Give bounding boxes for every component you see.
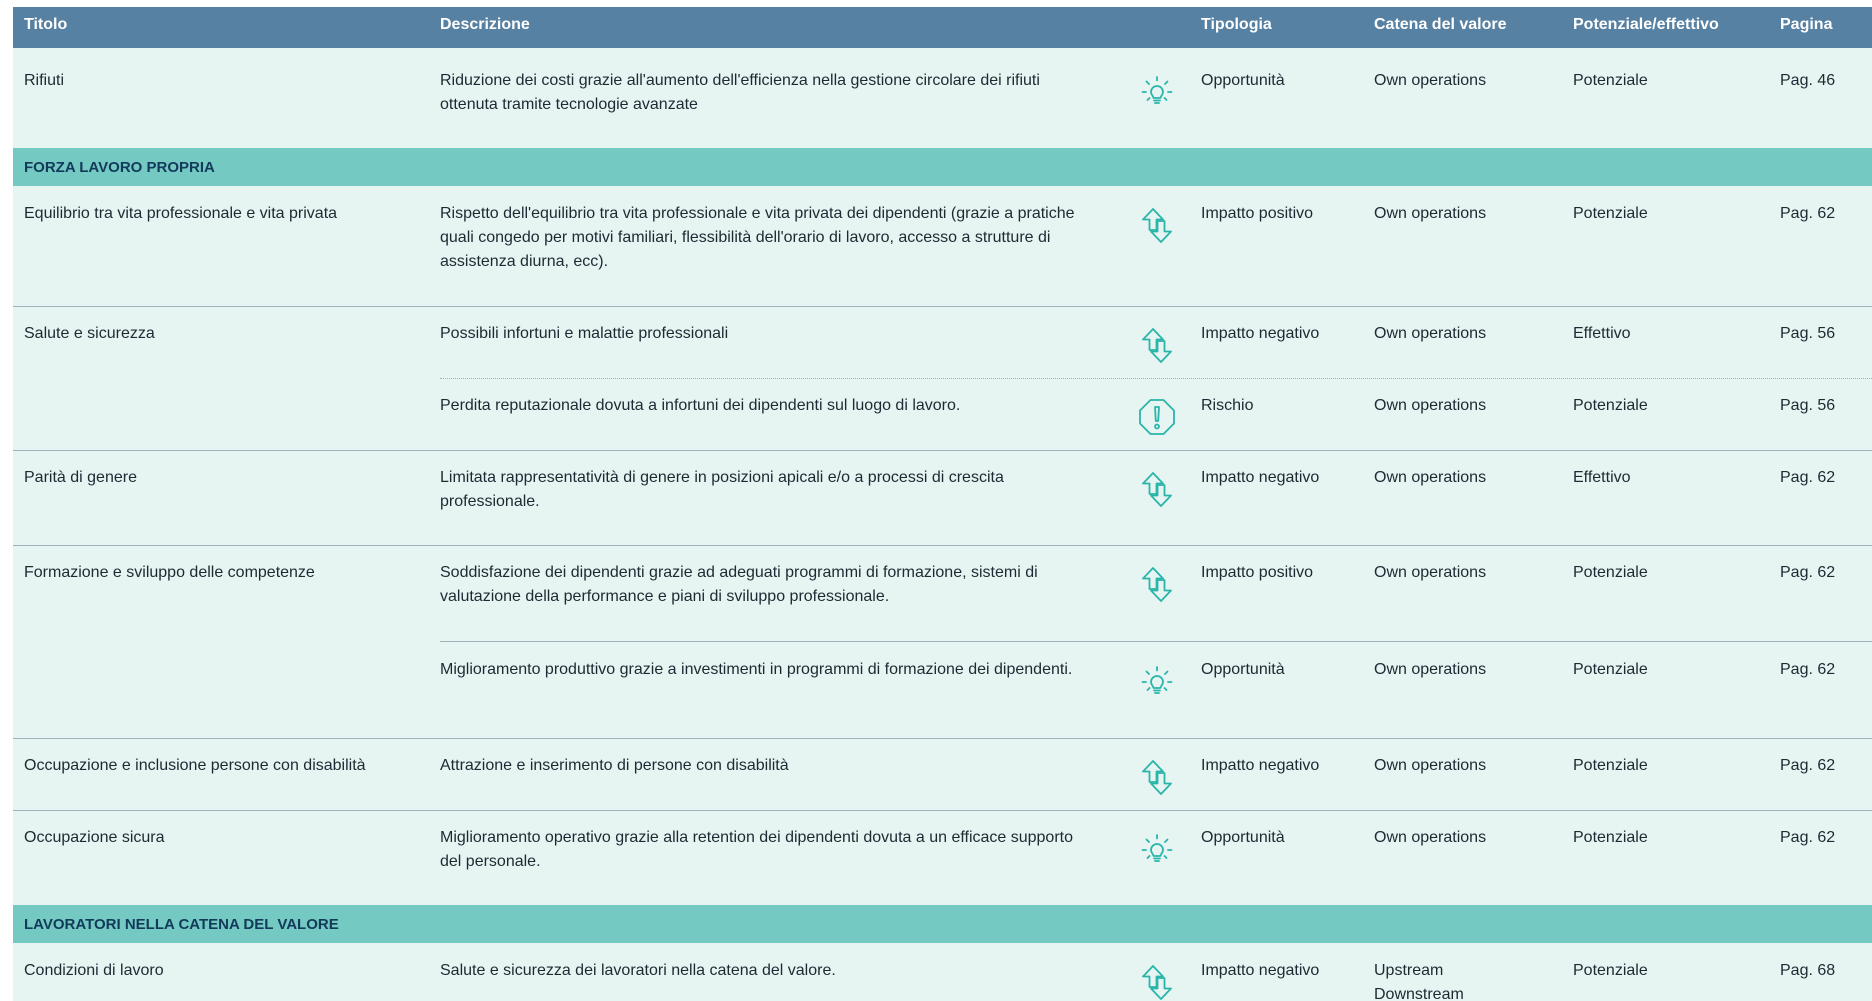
section-title: LAVORATORI NELLA CATENA DEL VALORE — [24, 916, 339, 933]
up-down-arrows-icon — [1137, 325, 1177, 365]
row-type: Impatto negativo — [1201, 325, 1320, 342]
row-value-chain: Own operations — [1374, 397, 1487, 414]
row-value-chain: Own operations — [1374, 829, 1487, 846]
row-type: Impatto negativo — [1201, 469, 1320, 486]
up-down-arrows-icon — [1137, 205, 1177, 245]
row-description: Soddisfazione dei dipendenti grazie ad adeguati programmi di formazione, sistemi di valutazione della performance e piani di sviluppo professionale. — [440, 564, 1038, 605]
header-tipologia: Tipologia — [1201, 16, 1272, 33]
row-value-chain-2: Downstream — [1374, 986, 1464, 1001]
row-status: Potenziale — [1573, 757, 1648, 774]
row-title: Equilibrio tra vita professionale e vita privata — [24, 205, 338, 222]
row-status: Potenziale — [1573, 829, 1648, 846]
row-page: Pag. 62 — [1780, 469, 1836, 486]
up-down-arrows-icon — [1137, 962, 1177, 1001]
table-header — [13, 7, 1872, 48]
row-page: Pag. 62 — [1780, 829, 1836, 846]
row-description: Limitata rappresentatività di genere in posizioni apicali e/o a processi di crescita professionale. — [440, 469, 1004, 510]
row-title: Occupazione e inclusione persone con disabilità — [24, 757, 366, 774]
row-status: Potenziale — [1573, 72, 1648, 89]
row-divider — [13, 306, 1872, 307]
row-description: Possibili infortuni e malattie professionali — [440, 325, 729, 342]
row-status: Effettivo — [1573, 469, 1631, 486]
row-page: Pag. 56 — [1780, 325, 1836, 342]
row-subdivider — [440, 378, 1872, 379]
row-value-chain: Own operations — [1374, 205, 1487, 222]
row-description: Attrazione e inserimento di persone con disabilità — [440, 757, 789, 774]
row-page: Pag. 68 — [1780, 962, 1836, 979]
row-status: Potenziale — [1573, 397, 1648, 414]
lightbulb-icon — [1137, 71, 1177, 111]
row-title: Parità di genere — [24, 469, 137, 486]
row-description: Miglioramento produttivo grazie a investimenti in programmi di formazione dei dipendenti. — [440, 661, 1073, 678]
row-divider — [13, 738, 1872, 739]
header-potenziale: Potenziale/effettivo — [1573, 16, 1719, 33]
row-title: Salute e sicurezza — [24, 325, 155, 342]
row-status: Potenziale — [1573, 962, 1648, 979]
row-type: Opportunità — [1201, 661, 1285, 678]
row-divider — [13, 810, 1872, 811]
row-subdivider — [440, 641, 1872, 642]
row-status: Potenziale — [1573, 661, 1648, 678]
row-status: Potenziale — [1573, 205, 1648, 222]
row-type: Impatto positivo — [1201, 564, 1314, 581]
row-page: Pag. 46 — [1780, 72, 1836, 89]
warning-octagon-icon — [1137, 397, 1177, 437]
row-page: Pag. 56 — [1780, 397, 1836, 414]
row-page: Pag. 62 — [1780, 564, 1836, 581]
up-down-arrows-icon — [1137, 469, 1177, 509]
lightbulb-icon — [1137, 661, 1177, 701]
row-description: Perdita reputazionale dovuta a infortuni dei dipendenti sul luogo di lavoro. — [440, 397, 961, 414]
materiality-table — [13, 7, 1872, 1001]
row-status: Potenziale — [1573, 564, 1648, 581]
row-value-chain: Own operations — [1374, 661, 1487, 678]
row-page: Pag. 62 — [1780, 205, 1836, 222]
row-divider — [13, 545, 1872, 546]
row-type: Rischio — [1201, 397, 1254, 414]
row-value-chain: Own operations — [1374, 757, 1487, 774]
row-description: Salute e sicurezza dei lavoratori nella catena del valore. — [440, 962, 836, 979]
section-title: FORZA LAVORO PROPRIA — [24, 159, 215, 176]
row-type: Opportunità — [1201, 829, 1285, 846]
up-down-arrows-icon — [1137, 564, 1177, 604]
row-type: Impatto positivo — [1201, 205, 1314, 222]
row-description: Miglioramento operativo grazie alla retention dei dipendenti dovuta a un efficace supporto del personale. — [440, 829, 1073, 870]
row-title: Rifiuti — [24, 72, 65, 89]
header-titolo: Titolo — [24, 16, 68, 33]
row-value-chain: Own operations — [1374, 564, 1487, 581]
row-type: Impatto negativo — [1201, 757, 1320, 774]
row-description: Riduzione dei costi grazie all'aumento dell'efficienza nella gestione circolare dei rifiuti ottenuta tramite tecnologie avanzate — [440, 72, 1040, 113]
header-descrizione: Descrizione — [440, 16, 530, 33]
header-catena: Catena del valore — [1374, 16, 1507, 33]
row-description: Rispetto dell'equilibrio tra vita professionale e vita privata dei dipendenti (grazie a pratiche quali congedo per motivi familiari, flessibilità dell'orario di lavoro, accesso a strutture di assistenza diurna, ecc). — [440, 205, 1075, 270]
row-page: Pag. 62 — [1780, 757, 1836, 774]
row-status: Effettivo — [1573, 325, 1631, 342]
row-value-chain: Own operations — [1374, 469, 1487, 486]
section-header — [13, 148, 1872, 186]
section-header — [13, 905, 1872, 943]
header-pagina: Pagina — [1780, 16, 1833, 33]
row-value-chain: Own operations — [1374, 325, 1487, 342]
row-title: Condizioni di lavoro — [24, 962, 164, 979]
row-value-chain: Own operations — [1374, 72, 1487, 89]
row-type: Opportunità — [1201, 72, 1285, 89]
lightbulb-icon — [1137, 829, 1177, 869]
up-down-arrows-icon — [1137, 757, 1177, 797]
row-value-chain: Upstream — [1374, 962, 1444, 979]
row-title: Occupazione sicura — [24, 829, 165, 846]
row-page: Pag. 62 — [1780, 661, 1836, 678]
row-title: Formazione e sviluppo delle competenze — [24, 564, 315, 581]
row-type: Impatto negativo — [1201, 962, 1320, 979]
row-divider — [13, 450, 1872, 451]
